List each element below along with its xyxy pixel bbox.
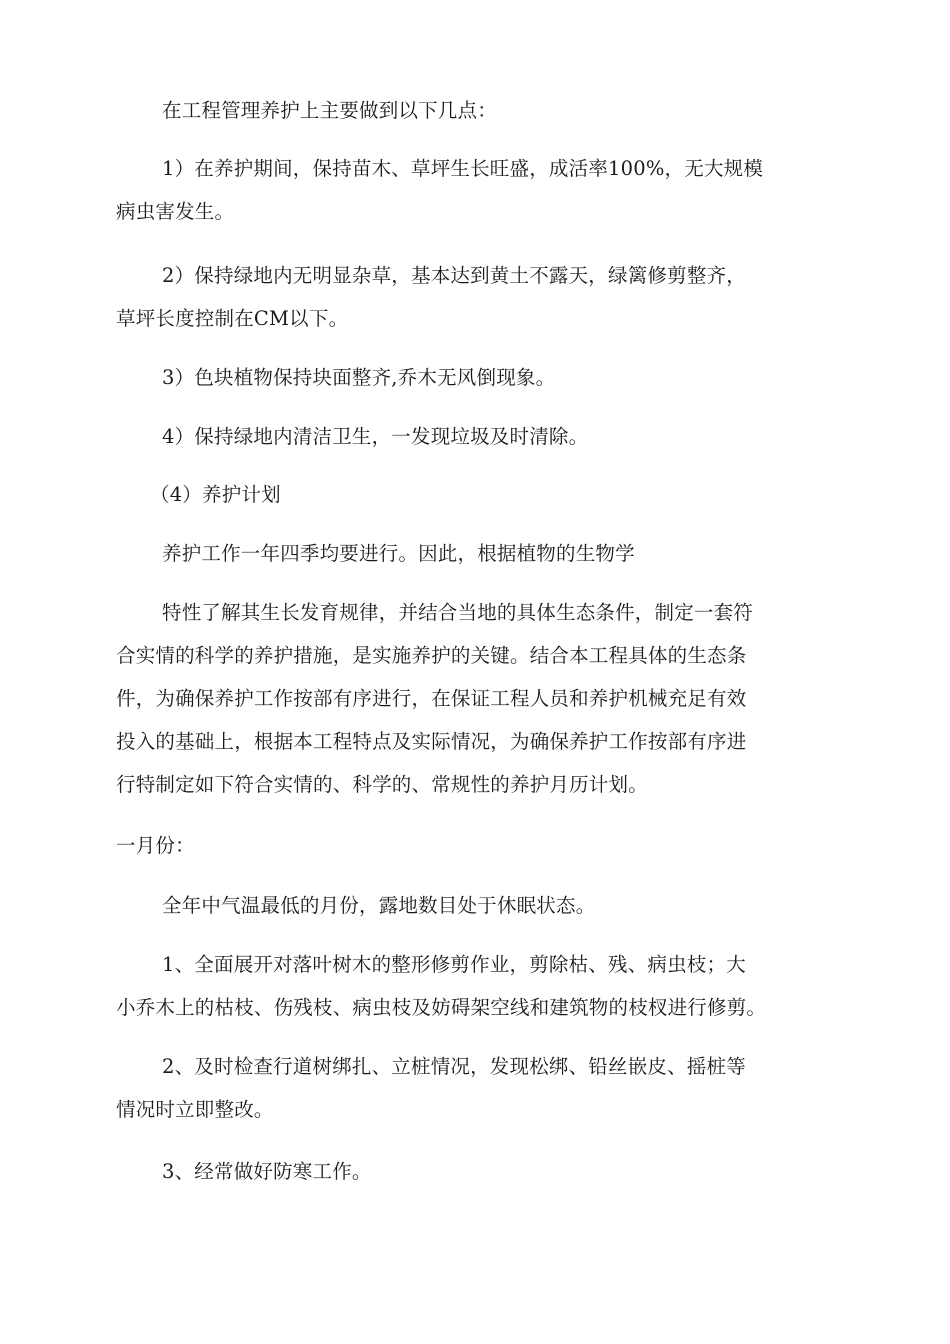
january-item-1-line-2: 小乔木上的枯枝、伤残枝、病虫枝及妨碍架空线和建筑物的枝杈进行修剪。: [116, 996, 767, 1019]
item-1-line-1: 1）在养护期间，保持苗木、草坪生长旺盛，成活率100%，无大规模: [162, 157, 764, 180]
plan-paragraph-line-2: 特性了解其生长发育规律，并结合当地的具体生态条件，制定一套符: [162, 601, 754, 624]
item-2-line-1: 2）保持绿地内无明显杂草，基本达到黄土不露天，绿篱修剪整齐，: [162, 264, 746, 287]
intro-line: 在工程管理养护上主要做到以下几点：: [162, 99, 497, 122]
january-item-1-line-1: 1、全面展开对落叶树木的整形修剪作业，剪除枯、残、病虫枝；大: [162, 953, 746, 976]
item-1-line-2: 病虫害发生。: [116, 200, 235, 223]
plan-paragraph-line-4: 件，为确保养护工作按部有序进行，在保证工程人员和养护机械充足有效: [116, 687, 747, 710]
plan-paragraph-line-3: 合实情的科学的养护措施，是实施养护的关键。结合本工程具体的生态条: [116, 644, 747, 667]
item-2-line-2: 草坪长度控制在CM以下。: [116, 307, 349, 330]
january-summary: 全年中气温最低的月份，露地数目处于休眠状态。: [162, 894, 596, 917]
plan-paragraph-line-5: 投入的基础上，根据本工程特点及实际情况，为确保养护工作按部有序进: [116, 730, 747, 753]
item-3-line: 3）色块植物保持块面整齐,乔木无风倒现象。: [162, 366, 556, 389]
january-item-2-line-1: 2、及时检查行道树绑扎、立桩情况，发现松绑、铅丝嵌皮、摇桩等: [162, 1055, 746, 1078]
section-heading: （4）养护计划: [150, 483, 281, 506]
plan-paragraph-line-6: 行特制定如下符合实情的、科学的、常规性的养护月历计划。: [116, 773, 648, 796]
january-item-3-line: 3、经常做好防寒工作。: [162, 1160, 372, 1183]
january-item-2-line-2: 情况时立即整改。: [116, 1098, 274, 1121]
month-heading: 一月份：: [116, 834, 195, 857]
plan-paragraph-line-1: 养护工作一年四季均要进行。因此，根据植物的生物学: [162, 542, 635, 565]
item-4-line: 4）保持绿地内清洁卫生，一发现垃圾及时清除。: [162, 425, 589, 448]
